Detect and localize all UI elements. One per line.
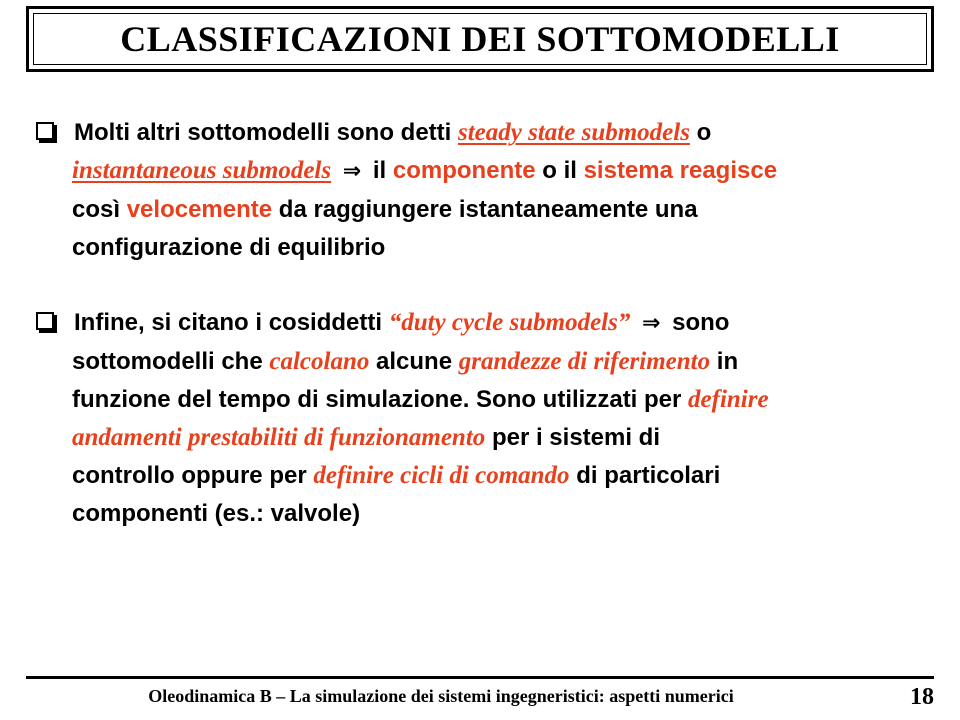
text-run: andamenti prestabiliti di funzionamento: [72, 424, 486, 451]
bullet-2-line: [34, 381, 934, 419]
text-run: calcolano: [269, 348, 370, 375]
text-run: definire: [688, 386, 769, 413]
text-run: configurazione di equilibrio: [72, 234, 386, 261]
title-inner-frame: [33, 13, 927, 65]
bullet-1: [34, 114, 934, 267]
bullet-2-line: [34, 343, 934, 381]
slide-title: CLASSIFICAZIONI DEI SOTTOMODELLI: [120, 19, 840, 59]
page-number: 18: [910, 684, 934, 710]
text-run: definire cicli di comando: [313, 462, 570, 489]
implies-arrow-icon: ⇒: [335, 159, 369, 184]
bullet-2-line: [34, 457, 934, 495]
text-run: in: [710, 348, 739, 375]
text-run: componenti (es.: valvole): [72, 500, 361, 527]
text-run: controllo oppure per: [72, 462, 314, 489]
text-run: Molti altri sottomodelli sono detti: [74, 119, 458, 146]
text-run: grandezze di riferimento: [458, 348, 711, 375]
bullet-2-line: [34, 304, 934, 343]
text-run: velocemente: [126, 196, 273, 223]
footer-text: Oleodinamica B – La simulazione dei sistemi ingegneristici: aspetti numerici: [148, 686, 734, 706]
text-run: così: [72, 196, 127, 223]
footer-divider: [26, 676, 934, 679]
text-run: di particolari: [569, 462, 721, 489]
text-run: steady state submodels: [458, 119, 690, 146]
bullet-2-line: [34, 419, 934, 457]
text-run: sono: [672, 309, 730, 336]
checkbox-bullet-icon: [36, 122, 54, 140]
text-run: “duty cycle submodels”: [388, 309, 631, 336]
text-run: sistema reagisce: [583, 157, 778, 184]
text-run: sottomodelli che: [72, 348, 270, 375]
bullet-2: [34, 304, 934, 533]
text-run: componente: [392, 157, 536, 184]
text-run: il: [372, 157, 393, 184]
text-run: alcune: [369, 348, 459, 375]
text-run: Infine, si citano i cosiddetti: [74, 309, 389, 336]
bullet-2-line: [34, 495, 934, 533]
title-frame: [26, 6, 934, 72]
bullet-1-line: [34, 229, 934, 267]
bullet-1-line: [34, 152, 934, 191]
bullet-1-line: [34, 114, 934, 152]
text-run: da raggiungere istantaneamente una: [272, 196, 698, 223]
checkbox-bullet-icon: [36, 312, 54, 330]
text-run: o: [689, 119, 712, 146]
bullet-1-line: [34, 191, 934, 229]
text-run: per i sistemi di: [485, 424, 661, 451]
implies-arrow-icon: ⇒: [634, 311, 669, 336]
text-run: o il: [535, 157, 584, 184]
text-run: instantaneous submodels: [72, 157, 332, 184]
text-run: funzione del tempo di simulazione. Sono utilizzati per: [72, 386, 689, 413]
